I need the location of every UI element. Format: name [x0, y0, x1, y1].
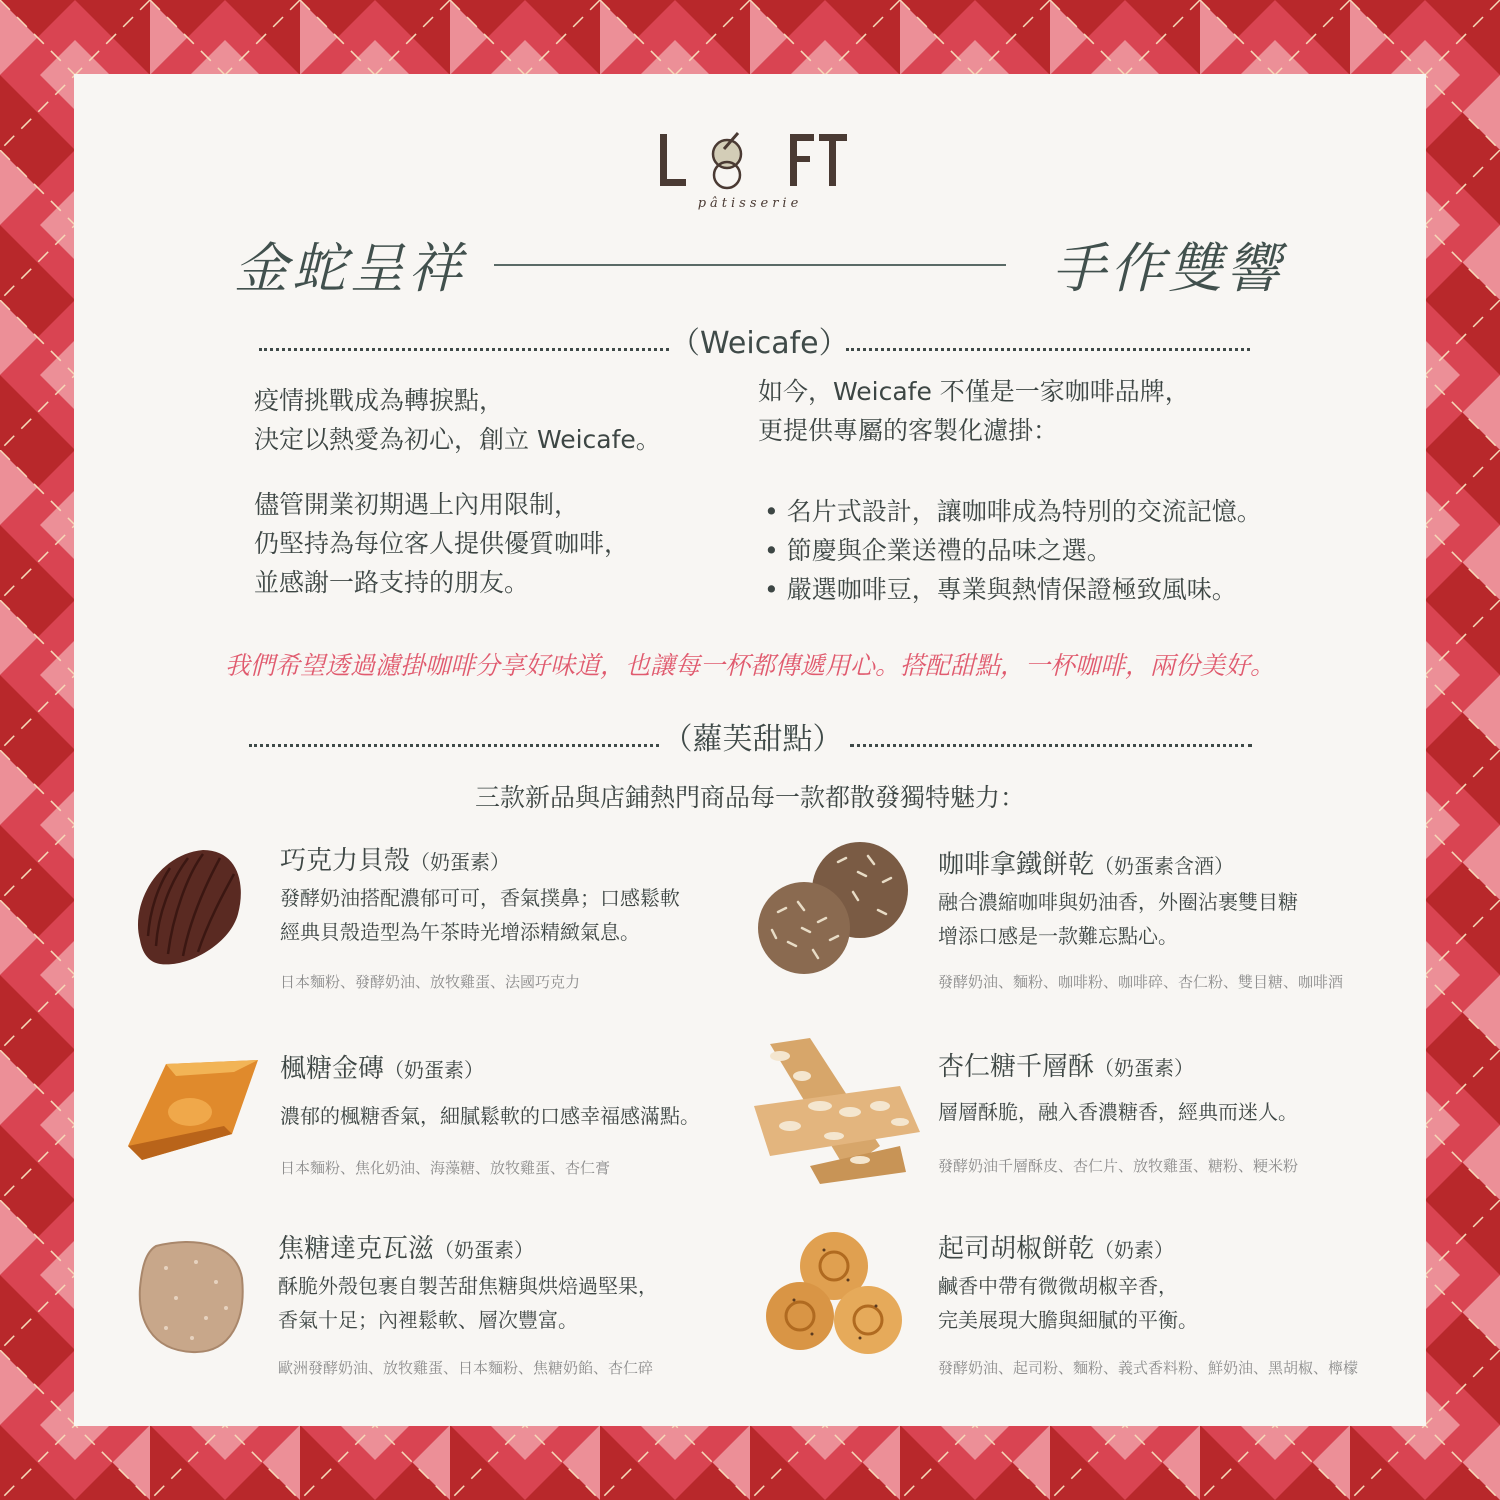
divider-dots-left — [259, 348, 669, 351]
product-tag: （奶蛋素含酒） — [1094, 854, 1235, 878]
bullet-dot: • — [764, 536, 779, 565]
text-line: 香氣十足；內裡鬆軟、層次豐富。 — [278, 1308, 578, 1332]
text-line: 濃郁的楓糖香氣，細膩鬆軟的口感幸福感滿點。 — [280, 1104, 700, 1128]
headline-right: 手作雙響 — [1052, 237, 1284, 300]
product-title: 杏仁糖千層酥（奶蛋素） — [938, 1052, 1195, 1082]
product-ingredients: 歐洲發酵奶油、放牧雞蛋、日本麵粉、焦糖奶餡、杏仁碎 — [278, 1359, 654, 1377]
text-line: 如今，Weicafe 不僅是一家咖啡品牌， — [758, 377, 1190, 406]
weicafe-bullet-list — [764, 492, 1324, 609]
product-tag: （奶素） — [1094, 1238, 1175, 1262]
text-line: 發酵奶油搭配濃郁可可，香氣撲鼻；口感鬆軟 — [280, 886, 680, 910]
text-line: 經典貝殼造型為午茶時光增添精緻氣息。 — [280, 920, 640, 944]
product-card — [280, 840, 750, 992]
divider-dots-right — [846, 348, 1250, 351]
bullet-item: • 嚴選咖啡豆，專業與熱情保證極致風味。 — [764, 575, 1237, 604]
maple-financier-icon — [122, 1054, 262, 1164]
product-card — [938, 1046, 1408, 1176]
product-description — [938, 1269, 1408, 1337]
almond-pastry-icon — [750, 1036, 926, 1186]
caramel-dacquoise-icon — [136, 1238, 246, 1358]
product-tag: （奶蛋素） — [434, 1238, 535, 1262]
bullet-item: • 名片式設計，讓咖啡成為特別的交流記憶。 — [764, 497, 1262, 526]
bullet-dot: • — [764, 575, 779, 604]
product-tag: （奶蛋素） — [384, 1058, 485, 1082]
product-description — [938, 1095, 1408, 1129]
loft-intro: 三款新品與店鋪熱門商品每一款都散發獨特魅力： — [474, 783, 1025, 812]
product-description — [280, 1099, 750, 1133]
text-line: 儘管開業初期遇上內用限制， — [254, 490, 580, 519]
text-line: 鹹香中帶有微微胡椒辛香， — [938, 1274, 1178, 1298]
weicafe-left-paragraph-2 — [254, 485, 774, 602]
text-line: 決定以熱愛為初心，創立 Weicafe。 — [254, 425, 661, 454]
text-line: 並感謝一路支持的朋友。 — [254, 568, 530, 597]
chocolate-madeleine-icon — [128, 844, 248, 974]
text-line: 酥脆外殼包裹自製苦甜焦糖與烘焙過堅果， — [278, 1274, 658, 1298]
text-line: 融合濃縮咖啡與奶油香，外圈沾裹雙目糖 — [938, 890, 1298, 914]
product-title: 起司胡椒餅乾（奶素） — [938, 1234, 1175, 1264]
product-ingredients: 發酵奶油、起司粉、麵粉、義式香料粉、鮮奶油、黑胡椒、檸檬 — [938, 1359, 1359, 1377]
headline-rule — [494, 264, 1006, 266]
section-title-weicafe: （Weicafe） — [670, 326, 849, 361]
product-card — [938, 1228, 1408, 1378]
product-card — [938, 844, 1408, 992]
headline-left: 金蛇呈祥 — [234, 237, 466, 300]
product-description — [938, 885, 1408, 953]
product-tag: （奶蛋素） — [410, 850, 511, 874]
product-card — [278, 1228, 748, 1378]
weicafe-right-paragraph — [758, 372, 1318, 450]
product-title: 咖啡拿鐵餅乾（奶蛋素含酒） — [938, 850, 1235, 880]
bullet-dot: • — [764, 497, 779, 526]
text-line: 更提供專屬的客製化濾掛： — [758, 416, 1059, 445]
product-ingredients: 日本麵粉、焦化奶油、海藻糖、放牧雞蛋、杏仁膏 — [280, 1159, 611, 1177]
product-tag: （奶蛋素） — [1094, 1056, 1195, 1080]
loft-logo — [74, 129, 1426, 219]
content-card — [74, 74, 1426, 1426]
logo-subtitle: pâtisserie — [697, 196, 803, 211]
divider-dots-left-2 — [249, 744, 659, 747]
product-title: 巧克力貝殼（奶蛋素） — [280, 846, 511, 876]
text-line: 層層酥脆，融入香濃糖香，經典而迷人。 — [938, 1100, 1298, 1124]
product-description — [280, 881, 750, 949]
product-title: 焦糖達克瓦滋（奶蛋素） — [278, 1234, 535, 1264]
section-title-loft: （蘿芙甜點） — [662, 722, 843, 757]
text-line: 完美展現大膽與細膩的平衡。 — [938, 1308, 1198, 1332]
text-line: 疫情挑戰成為轉捩點， — [254, 386, 505, 415]
highlight-message: 我們希望透過濾掛咖啡分享好味道，也讓每一杯都傳遞用心。搭配甜點，一杯咖啡，兩份美好。 — [224, 651, 1275, 680]
text-line: 仍堅持為每位客人提供優質咖啡， — [254, 529, 630, 558]
bullet-item: • 節慶與企業送禮的品味之選。 — [764, 536, 1112, 565]
product-ingredients: 發酵奶油千層酥皮、杏仁片、放牧雞蛋、糖粉、粳米粉 — [938, 1157, 1299, 1175]
cheese-pepper-cookie-icon — [764, 1230, 908, 1360]
product-ingredients: 發酵奶油、麵粉、咖啡粉、咖啡碎、杏仁粉、雙目糖、咖啡酒 — [938, 973, 1344, 991]
product-ingredients: 日本麵粉、發酵奶油、放牧雞蛋、法國巧克力 — [280, 973, 581, 991]
loft-logo-icon — [74, 129, 1426, 219]
weicafe-left-paragraph-1 — [254, 381, 774, 459]
text-line: 增添口感是一款難忘點心。 — [938, 924, 1178, 948]
coffee-latte-cookie-icon — [758, 842, 918, 978]
product-description — [278, 1269, 748, 1337]
product-card — [280, 1048, 750, 1178]
product-title: 楓糖金磚（奶蛋素） — [280, 1054, 485, 1084]
divider-dots-right-2 — [850, 744, 1252, 747]
